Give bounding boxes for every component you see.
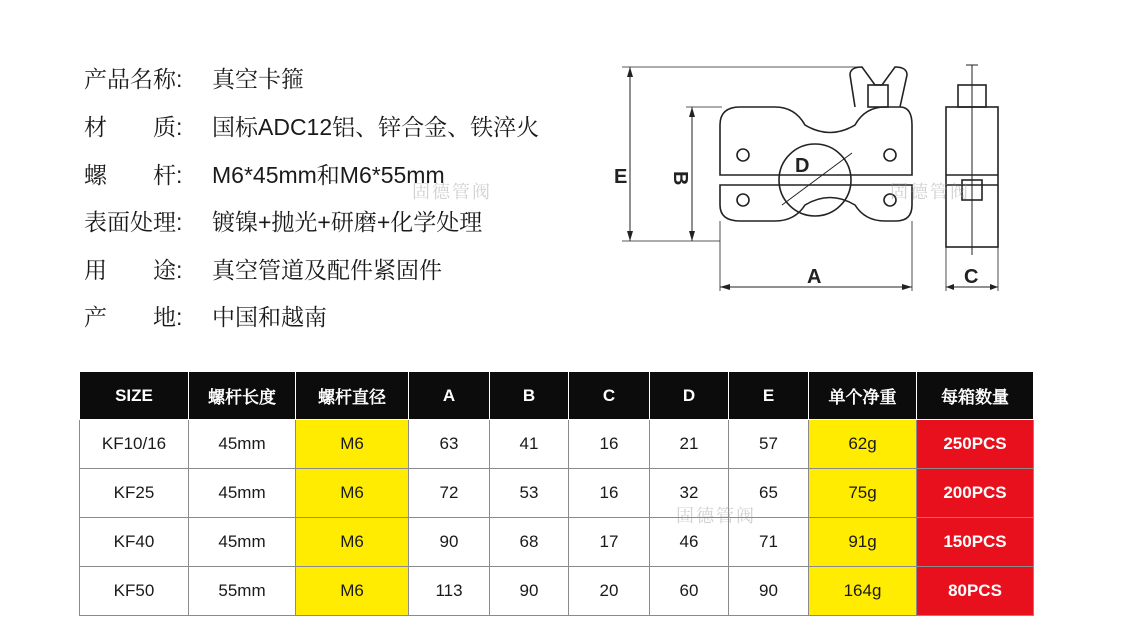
table-row: [80, 567, 1034, 616]
column-header: C: [569, 372, 650, 420]
dimension-label-a: A: [807, 266, 822, 288]
cell-box-quantity: 80PCS: [917, 567, 1034, 616]
column-header: B: [490, 372, 569, 420]
column-header: 螺杆直径: [296, 372, 409, 420]
cell-e: 57: [729, 420, 809, 469]
cell-b: 41: [490, 420, 569, 469]
cell-b: 90: [490, 567, 569, 616]
watermark: 固德管阀: [676, 506, 756, 526]
spec-label: 表面处理:: [84, 209, 183, 235]
cell-b: 53: [490, 469, 569, 518]
cell-box-quantity: 150PCS: [917, 518, 1034, 567]
column-header: SIZE: [80, 372, 189, 420]
spec-label: 产 地:: [84, 304, 183, 330]
cell-a: 72: [409, 469, 490, 518]
cell-d: 46: [650, 518, 729, 567]
table-row: [80, 518, 1034, 567]
spec-value: 真空卡箍: [212, 66, 304, 92]
column-header: D: [650, 372, 729, 420]
cell-a: 90: [409, 518, 490, 567]
watermark: 固德管阀: [412, 182, 492, 202]
cell-d: 60: [650, 567, 729, 616]
column-header: E: [729, 372, 809, 420]
cell-screw-diameter: M6: [296, 518, 409, 567]
cell-c: 16: [569, 469, 650, 518]
spec-value: M6*45mm和M6*55mm: [212, 162, 445, 188]
cell-weight: 75g: [809, 469, 917, 518]
cell-d: 32: [650, 469, 729, 518]
spec-label: 产品名称:: [84, 66, 183, 92]
spec-label: 材 质:: [84, 114, 183, 140]
cell-screw-length: 45mm: [189, 469, 296, 518]
cell-c: 17: [569, 518, 650, 567]
spec-value: 国标ADC12铝、锌合金、铁淬火: [212, 114, 540, 140]
cell-e: 90: [729, 567, 809, 616]
spec-value: 真空管道及配件紧固件: [212, 257, 442, 283]
cell-size: KF25: [80, 469, 189, 518]
spec-label: 用 途:: [84, 257, 183, 283]
cell-size: KF50: [80, 567, 189, 616]
cell-screw-length: 45mm: [189, 518, 296, 567]
column-header: 单个净重: [809, 372, 917, 420]
column-header: 每箱数量: [917, 372, 1034, 420]
cell-screw-length: 55mm: [189, 567, 296, 616]
spec-line-screw: [84, 161, 445, 189]
cell-screw-diameter: M6: [296, 567, 409, 616]
cell-e: 65: [729, 469, 809, 518]
cell-c: 16: [569, 420, 650, 469]
cell-a: 113: [409, 567, 490, 616]
table-header-row: [80, 372, 1034, 420]
dimension-label-d: D: [795, 155, 810, 177]
cell-a: 63: [409, 420, 490, 469]
spec-line-surface: [84, 208, 482, 236]
cell-box-quantity: 200PCS: [917, 469, 1034, 518]
dimension-label-e: E: [614, 166, 628, 188]
cell-screw-diameter: M6: [296, 469, 409, 518]
cell-box-quantity: 250PCS: [917, 420, 1034, 469]
cell-screw-length: 45mm: [189, 420, 296, 469]
watermark: 固德管阀: [890, 182, 970, 202]
cell-weight: 91g: [809, 518, 917, 567]
cell-weight: 62g: [809, 420, 917, 469]
cell-c: 20: [569, 567, 650, 616]
cell-size: KF40: [80, 518, 189, 567]
table-row: [80, 420, 1034, 469]
cell-screw-diameter: M6: [296, 420, 409, 469]
cell-d: 21: [650, 420, 729, 469]
table-row: [80, 469, 1034, 518]
spec-value: 镀镍+抛光+研磨+化学处理: [212, 209, 483, 235]
column-header: A: [409, 372, 490, 420]
column-header: 螺杆长度: [189, 372, 296, 420]
dimension-label-c: C: [964, 266, 979, 288]
cell-size: KF10/16: [80, 420, 189, 469]
spec-value: 中国和越南: [212, 304, 327, 330]
spec-table: [79, 371, 1034, 616]
dimension-label-b: B: [669, 171, 691, 186]
cell-weight: 164g: [809, 567, 917, 616]
cell-b: 68: [490, 518, 569, 567]
spec-label: 螺 杆:: [84, 162, 183, 188]
cell-e: 71: [729, 518, 809, 567]
spec-line-name: [84, 65, 304, 93]
spec-line-origin: [84, 303, 327, 331]
spec-line-usage: [84, 256, 442, 284]
spec-line-material: [84, 113, 539, 141]
